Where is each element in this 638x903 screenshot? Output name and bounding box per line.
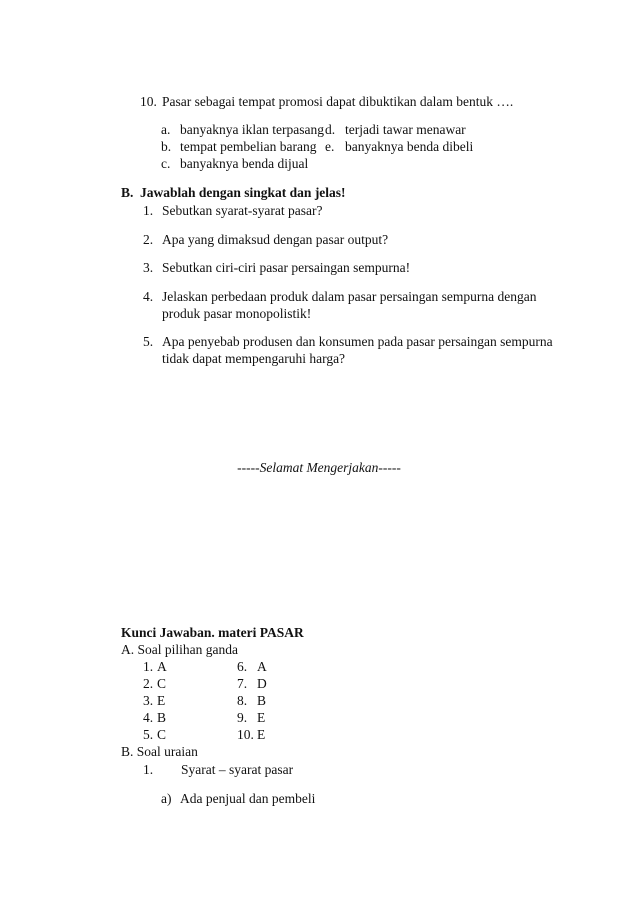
essay-answer-1a-text: Ada penjual dan pembeli [180,791,316,806]
option-a-text: banyaknya iklan terpasang [180,122,324,137]
answer-2-value: C [157,676,167,691]
answer-6-number: 6. [237,659,248,674]
section-b-title: Jawablah dengan singkat dan jelas! [140,185,346,200]
answer-6-value: A [257,659,267,674]
answer-9-number: 9. [237,710,248,725]
answer-5-value: C [157,727,167,742]
answer-4-number: 4. [143,710,154,725]
essay-q4-number: 4. [143,289,154,304]
option-a-letter: a. [161,122,171,137]
option-e-letter: e. [325,139,335,154]
answer-4-value: B [157,710,167,725]
essay-q1-text: Sebutkan syarat-syarat pasar? [162,203,323,218]
answer-1-number: 1. [143,659,154,674]
option-d-text: terjadi tawar menawar [345,122,466,137]
essay-q2-text: Apa yang dimaksud dengan pasar output? [162,232,389,247]
essay-q4-text-line1: Jelaskan perbedaan produk dalam pasar persaingan sempurna dengan [162,289,537,304]
essay-answer-1-number: 1. [143,762,154,777]
option-b-text: tempat pembelian barang [180,139,317,154]
option-d-letter: d. [325,122,336,137]
option-e-text: banyaknya benda dibeli [345,139,474,154]
answer-9-value: E [257,710,266,725]
answer-8-value: B [257,693,267,708]
answer-10-number: 10. [237,727,254,742]
option-b-letter: b. [161,139,172,154]
answer-8-number: 8. [237,693,248,708]
answer-key-part-b: B. Soal uraian [121,744,198,759]
essay-q3-number: 3. [143,260,154,275]
answer-7-value: D [257,676,267,691]
essay-q1-number: 1. [143,203,154,218]
closing-text: -----Selamat Mengerjakan----- [237,460,401,475]
essay-answer-1-text: Syarat – syarat pasar [181,762,294,777]
answer-key-title: Kunci Jawaban. materi PASAR [121,625,304,640]
option-c-text: banyaknya benda dijual [180,156,309,171]
essay-q3-text: Sebutkan ciri-ciri pasar persaingan sempurna! [162,260,411,275]
essay-q5-text-line1: Apa penyebab produsen dan konsumen pada pasar persaingan sempurna [162,334,553,349]
essay-q5-number: 5. [143,334,154,349]
essay-q2-number: 2. [143,232,154,247]
question-10-text: Pasar sebagai tempat promosi dapat dibuktikan dalam bentuk …. [162,94,514,109]
answer-10-value: E [257,727,266,742]
answer-7-number: 7. [237,676,248,691]
answer-3-number: 3. [143,693,154,708]
section-b-label: B. [121,185,134,200]
option-c-letter: c. [161,156,171,171]
essay-q5-text-line2: tidak dapat mempengaruhi harga? [162,351,346,366]
essay-q4-text-line2: produk pasar monopolistik! [162,306,312,321]
essay-answer-1a-letter: a) [161,791,172,806]
answer-3-value: E [157,693,166,708]
answer-5-number: 5. [143,727,154,742]
question-10-number: 10. [140,94,157,109]
answer-2-number: 2. [143,676,154,691]
answer-1-value: A [157,659,167,674]
answer-key-part-a: A. Soal pilihan ganda [121,642,238,657]
